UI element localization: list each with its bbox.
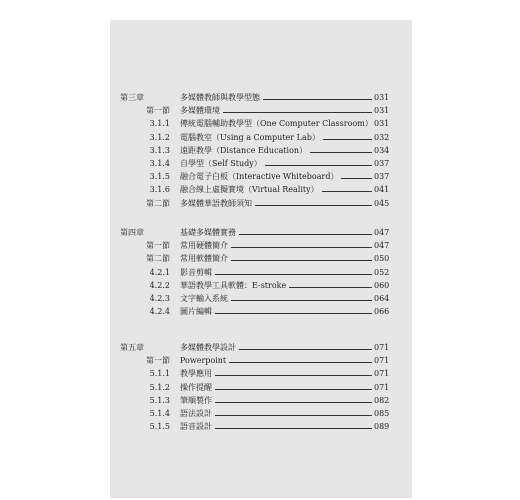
entry-title: 圖片編輯	[180, 307, 212, 317]
page-number: 045	[374, 198, 390, 208]
subsection-row	[0, 158, 520, 170]
dot-leader	[229, 362, 372, 363]
page-number: 089	[374, 422, 390, 432]
dot-leader	[231, 260, 372, 261]
chapter-number: 第四章	[120, 228, 144, 237]
page-number: 071	[374, 369, 390, 379]
dot-leader	[289, 287, 372, 288]
subsection-row	[0, 132, 520, 144]
dot-leader	[265, 165, 372, 166]
dot-leader	[310, 152, 372, 153]
entry-title: 常用軟體簡介	[180, 254, 228, 264]
subsection-row	[0, 306, 520, 318]
entry-title: 傳統電腦輔助教學型（One Computer Classroom）	[180, 119, 373, 129]
subsection-number: 5.1.5	[149, 422, 170, 432]
dot-leader	[215, 313, 372, 314]
section-number: 第一節	[146, 106, 170, 116]
dot-leader	[215, 428, 372, 429]
entry-title: 筆順製作	[180, 395, 212, 405]
dot-leader	[215, 415, 372, 416]
dot-leader	[263, 99, 372, 100]
page-number: 032	[374, 132, 390, 142]
subsection-number: 3.1.5	[149, 172, 170, 182]
subsection-number: 4.2.3	[149, 294, 170, 303]
entry-title: 融合線上虛擬實境（Virtual Reality）	[180, 185, 319, 195]
page-number: 037	[374, 172, 390, 182]
page-number: 047	[374, 228, 390, 237]
page-number: 082	[374, 395, 390, 405]
subsection-number: 4.2.4	[149, 307, 170, 317]
page-number: 041	[374, 185, 390, 195]
entry-title: 基礎多媒體實務	[180, 228, 236, 237]
chapter-row	[0, 227, 520, 239]
page-number: 071	[374, 382, 390, 392]
subsection-row	[0, 382, 520, 394]
subsection-number: 5.1.3	[149, 395, 170, 405]
section-number: 第二節	[146, 198, 170, 208]
section-row	[0, 198, 520, 210]
dot-leader	[323, 139, 372, 140]
dot-leader	[341, 178, 372, 179]
page-number: 066	[374, 307, 390, 317]
subsection-row	[0, 118, 520, 130]
entry-title: 影音剪輯	[180, 267, 212, 277]
chapter-number: 第五章	[120, 343, 144, 352]
entry-title: 華語教學工具軟體：E-stroke	[180, 280, 287, 290]
page-number: 071	[374, 343, 390, 352]
page-number: 037	[374, 159, 390, 168]
dot-leader	[215, 274, 372, 275]
subsection-row	[0, 395, 520, 407]
page-number: 064	[374, 294, 390, 303]
subsection-number: 3.1.2	[149, 132, 170, 142]
entry-title: 操作提醒	[180, 382, 212, 392]
entry-title: 語音設計	[180, 422, 212, 432]
dot-leader	[215, 389, 372, 390]
section-row	[0, 253, 520, 265]
subsection-row	[0, 421, 520, 433]
dot-leader	[231, 300, 372, 301]
entry-title: 語法設計	[180, 409, 212, 418]
page-number: 034	[374, 145, 390, 155]
entry-title: 多媒體環境	[180, 106, 220, 116]
page-number: 031	[374, 93, 390, 102]
entry-title: Powerpoint	[180, 356, 227, 366]
entry-title: 多媒體教師與教學型態	[180, 93, 260, 102]
section-row	[0, 355, 520, 367]
subsection-number: 3.1.3	[149, 145, 170, 155]
dot-leader	[239, 349, 372, 350]
entry-title: 常用硬體簡介	[180, 241, 228, 251]
entry-title: 自學型（Self Study）	[180, 159, 262, 168]
page-number: 031	[374, 119, 390, 129]
subsection-row	[0, 145, 520, 157]
subsection-row	[0, 368, 520, 380]
subsection-number: 5.1.2	[149, 382, 170, 392]
page-number: 050	[374, 254, 390, 264]
subsection-number: 5.1.4	[149, 409, 170, 418]
page-number: 031	[374, 106, 390, 116]
section-number: 第二節	[146, 254, 170, 264]
entry-title: 多媒體教學設計	[180, 343, 236, 352]
chapter-number: 第三章	[120, 93, 144, 102]
dot-leader	[215, 375, 372, 376]
dot-leader	[239, 234, 372, 235]
entry-title: 多媒體華語教師須知	[180, 198, 252, 208]
subsection-row	[0, 171, 520, 183]
section-row	[0, 105, 520, 117]
subsection-number: 4.2.1	[149, 267, 170, 277]
dot-leader	[255, 205, 372, 206]
entry-title: 教學應用	[180, 369, 212, 379]
subsection-number: 4.2.2	[149, 280, 170, 290]
subsection-number: 5.1.1	[149, 369, 170, 379]
page-number: 071	[374, 356, 390, 366]
subsection-row	[0, 280, 520, 292]
dot-leader	[223, 112, 372, 113]
subsection-number: 3.1.6	[149, 185, 170, 195]
entry-title: 電腦教室（Using a Computer Lab）	[180, 132, 320, 142]
page-number: 085	[374, 409, 390, 418]
page-number: 052	[374, 267, 390, 277]
chapter-row	[0, 92, 520, 104]
section-number: 第一節	[146, 356, 170, 366]
section-row	[0, 240, 520, 252]
section-number: 第一節	[146, 241, 170, 251]
page-number: 047	[374, 241, 390, 251]
subsection-row	[0, 184, 520, 196]
subsection-number: 3.1.1	[149, 119, 170, 129]
entry-title: 融合電子白板（Interactive Whiteboard）	[180, 172, 339, 182]
subsection-number: 3.1.4	[149, 159, 170, 168]
dot-leader	[215, 402, 372, 403]
subsection-row	[0, 408, 520, 420]
subsection-row	[0, 293, 520, 305]
entry-title: 遠距教學（Distance Education）	[180, 145, 308, 155]
dot-leader	[231, 247, 372, 248]
entry-title: 文字輸入系統	[180, 294, 228, 303]
subsection-row	[0, 267, 520, 279]
chapter-row	[0, 342, 520, 354]
dot-leader	[322, 191, 372, 192]
page-number: 060	[374, 280, 390, 290]
